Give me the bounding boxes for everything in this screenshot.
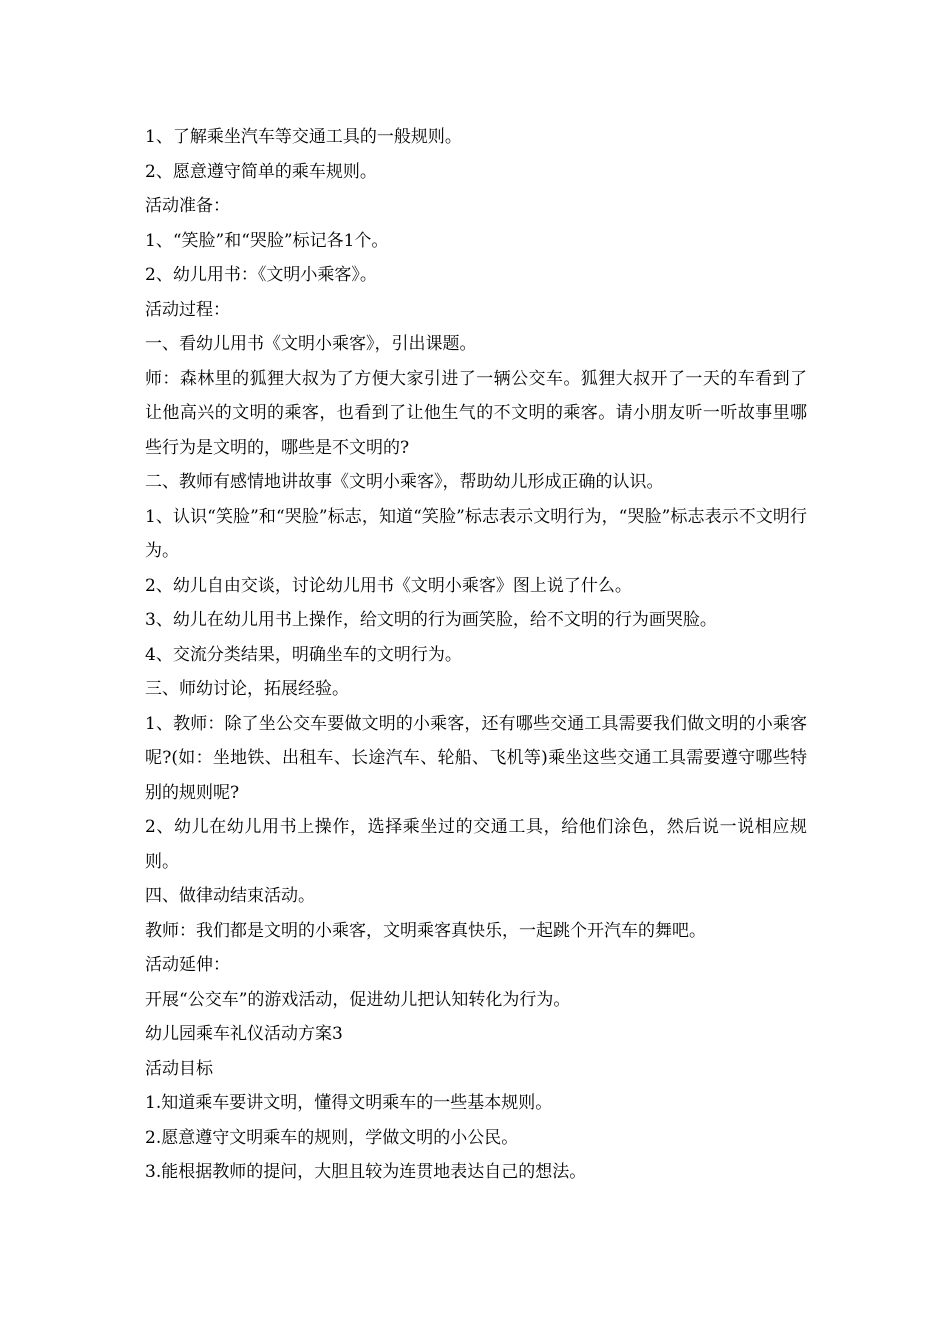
teacher-dialogue-2: 教师：我们都是文明的小乘客，文明乘客真快乐，一起跳个开汽车的舞吧。 [145, 920, 706, 941]
process-step-3: 三、师幼讨论，拓展经验。 [145, 679, 349, 699]
section-heading-goals: 活动目标 [145, 1058, 213, 1079]
preparation-item-1: 1、“笑脸”和“哭脸”标记各1个。 [145, 230, 389, 251]
goal-item-2: 2、愿意遵守简单的乘车规则。 [145, 161, 377, 182]
process-step-1: 一、看幼儿用书《文明小乘客》，引出课题。 [145, 334, 477, 354]
process-step-3-item-1: 1、教师：除了坐公交车要做文明的小乘客，还有哪些交通工具需要我们做文明的小乘客呢?(如：坐地铁、出租车、长途汽车、轮船、飞机等)乘坐这些交通工具需要遵守哪些特别的规则呢? [145, 713, 807, 803]
process-step-4: 四、做律动结束活动。 [145, 886, 315, 906]
process-step-2-item-3: 3、幼儿在幼儿用书上操作，给文明的行为画笑脸，给不文明的行为画哭脸。 [145, 610, 717, 630]
plan3-goal-2: 2.愿意遵守文明乘车的规则，学做文明的小公民。 [145, 1127, 519, 1148]
plan-title-3: 幼儿园乘车礼仪活动方案3 [145, 1024, 343, 1044]
goal-item-1: 1、了解乘坐汽车等交通工具的一般规则。 [145, 127, 462, 147]
process-step-2-item-1: 1、认识“笑脸”和“哭脸”标志，知道“笑脸”标志表示文明行为，“哭脸”标志表示不文明行为。 [145, 506, 807, 561]
process-step-3-item-2: 2、幼儿在幼儿用书上操作，选择乘坐过的交通工具，给他们涂色，然后说一说相应规则。 [145, 817, 807, 872]
section-heading-preparation: 活动准备： [145, 196, 230, 216]
teacher-dialogue-1: 师：森林里的狐狸大叔为了方便大家引进了一辆公交车。狐狸大叔开了一天的车看到了让他高兴的文明的乘客，也看到了让他生气的不文明的乘客。请小朋友听一听故事里哪些行为是文明的，哪些是不文明的? [145, 368, 807, 458]
process-step-2-item-2: 2、幼儿自由交谈，讨论幼儿用书《文明小乘客》图上说了什么。 [145, 575, 632, 596]
process-step-2-item-4: 4、交流分类结果，明确坐车的文明行为。 [145, 644, 462, 665]
plan3-goal-3: 3.能根据教师的提问，大胆且较为连贯地表达自己的想法。 [145, 1162, 587, 1182]
extension-text: 开展“公交车”的游戏活动，促进幼儿把认知转化为行为。 [145, 989, 571, 1010]
section-heading-extension: 活动延伸： [145, 955, 230, 975]
preparation-item-2: 2、幼儿用书：《文明小乘客》。 [145, 265, 377, 285]
document-body [145, 120, 807, 1190]
process-step-2: 二、教师有感情地讲故事《文明小乘客》，帮助幼儿形成正确的认识。 [145, 472, 664, 492]
section-heading-process: 活动过程： [145, 299, 230, 320]
plan3-goal-1: 1.知道乘车要讲文明，懂得文明乘车的一些基本规则。 [145, 1093, 553, 1113]
